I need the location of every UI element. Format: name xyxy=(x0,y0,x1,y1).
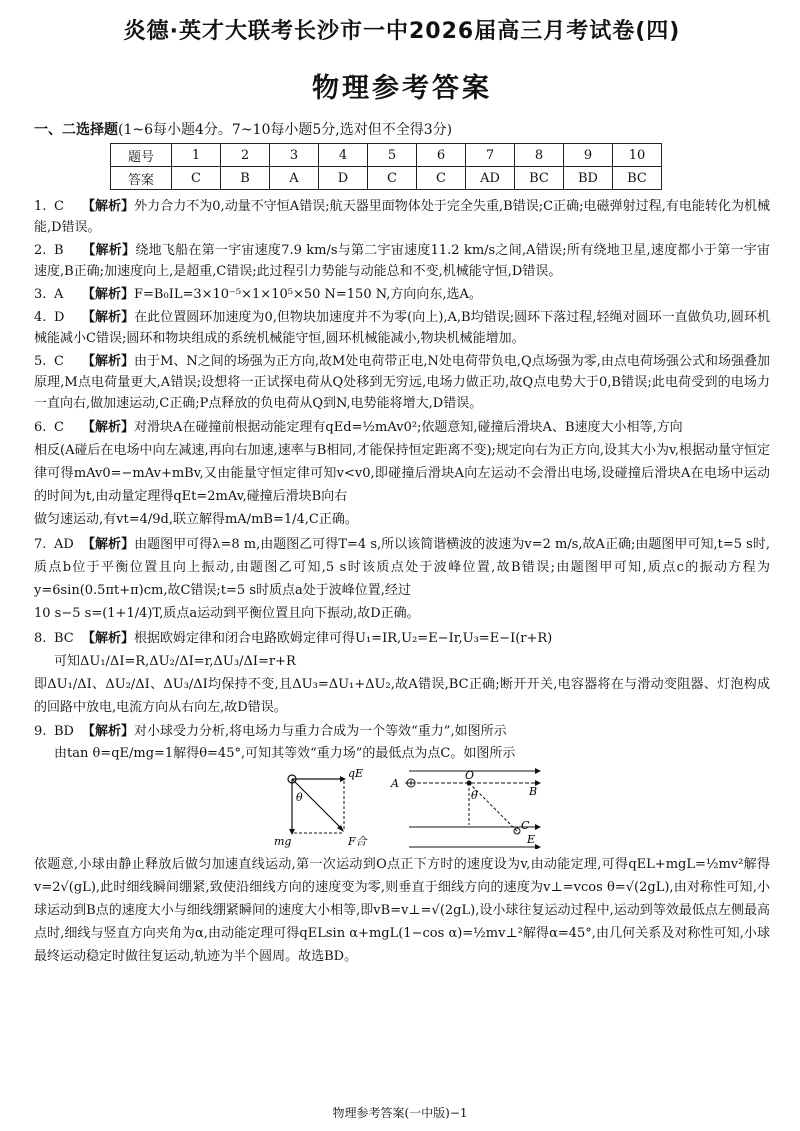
table-cell: A xyxy=(270,167,319,190)
table-cell: C xyxy=(417,167,466,190)
analysis-tag: 【解析】 xyxy=(82,537,135,552)
table-row xyxy=(111,167,662,190)
table-row xyxy=(111,144,662,167)
explanation-text: 根据欧姆定律和闭合电路欧姆定律可得U₁=IR,U₂=E−Ir,U₃=E−I(r+R) xyxy=(134,631,553,646)
answer-item-3 xyxy=(34,284,770,305)
question-number: 8. xyxy=(34,631,47,646)
resultant-arrowhead xyxy=(337,825,344,832)
explanation-text: 外力合力不为0,动量不守恒A错误;航天器里面物体处于完全失重,B错误;C正确;电磁弹射过程,有电能转化为机械能,D错误。 xyxy=(34,199,770,235)
mg-label: mg xyxy=(274,835,292,848)
answer-table xyxy=(110,143,662,190)
explanation-text: F=B₀IL=3×10⁻⁵×1×10⁵×50 N=150 N,方向向东,选A。 xyxy=(134,287,482,302)
table-cell: 4 xyxy=(319,144,368,167)
table-header-cell: 答案 xyxy=(111,167,172,190)
analysis-tag: 【解析】 xyxy=(82,310,135,325)
label-theta: θ xyxy=(471,789,478,802)
table-cell: 3 xyxy=(270,144,319,167)
table-cell: 5 xyxy=(368,144,417,167)
question-number: 2. xyxy=(34,243,47,258)
field-arrowhead xyxy=(535,824,541,830)
table-cell: 2 xyxy=(221,144,270,167)
page xyxy=(34,14,770,970)
answer-item-7 xyxy=(34,533,770,625)
table-cell: C xyxy=(172,167,221,190)
answer-choice: D xyxy=(54,310,65,325)
analysis-tag: 【解析】 xyxy=(82,631,135,646)
qE-label: qE xyxy=(348,767,364,780)
explanation-text: 由tan θ=qE/mg=1解得θ=45°,可知其等效“重力场”的最低点为点C。如图所示 xyxy=(54,746,516,761)
exam-header-title: 炎德·英才大联考长沙市一中2026届高三月考试卷(四) xyxy=(123,19,681,44)
force-diagram xyxy=(274,767,384,849)
explanation-text: 做匀速运动,有vt=4/9d,联立解得mA/mB=1/4,C正确。 xyxy=(34,512,358,527)
table-cell: 6 xyxy=(417,144,466,167)
label-O: O xyxy=(465,769,475,782)
analysis-tag: 【解析】 xyxy=(82,354,135,369)
explanation-text: 可知ΔU₁/ΔI=R,ΔU₂/ΔI=r,ΔU₃/ΔI=r+R xyxy=(54,654,296,669)
label-E: E xyxy=(527,833,536,846)
question-number: 3. xyxy=(34,287,47,302)
answer-choice: BD xyxy=(54,724,74,739)
explanation-text: 对滑块A在碰撞前根据动能定理有qEd=½mAv0²;依题意知,碰撞后滑块A、B速度大小相等,方向 xyxy=(134,420,683,435)
table-cell: BC xyxy=(613,167,662,190)
page-footer: 物理参考答案(一中版)−1 xyxy=(332,1106,468,1120)
explanation-text: 由题图甲可得λ=8 m,由题图乙可得T=4 s,所以该简谐横波的波速为v=2 m/s,故A正确;由题图甲可知,t=5 s时,质点b位于平衡位置且向上振动,由题图乙可知,5 s时该质点处于波峰位置,故B错误;由题图甲可知,质点c的振动方程为y=6sin(0.5πt+π)cm,故C错误;t=5 s时质点a处于波峰位置,经过 xyxy=(34,537,770,598)
table-cell: 1 xyxy=(172,144,221,167)
analysis-tag: 【解析】 xyxy=(82,243,136,258)
explanation-text: 10 s−5 s=(1+1/4)T,质点a运动到平衡位置且向下振动,故D正确。 xyxy=(34,606,420,621)
table-cell: 8 xyxy=(515,144,564,167)
analysis-tag: 【解析】 xyxy=(82,724,135,739)
table-cell: 9 xyxy=(564,144,613,167)
field-arrowhead xyxy=(535,844,541,849)
explanation-text: 对小球受力分析,将电场力与重力合成为一个等效“重力”,如图所示 xyxy=(134,724,507,739)
question-number: 9. xyxy=(34,724,47,739)
table-cell: 7 xyxy=(466,144,515,167)
explanation-text: 相反(A碰后在电场中向左减速,再向右加速,速率与B相同,才能保持恒定距离不变);规定向右为正方向,设其大小为v,根据动量守恒定律可得mAv0=−mAv+mBv,又由能量守恒定律可知v<v0,即碰撞后滑块A向左运动不会滑出电场,设碰撞后滑块A在电场中运动的时间为t,由动量定理得qEt=2mAv,碰撞后滑块B向右 xyxy=(34,443,770,504)
analysis-tag: 【解析】 xyxy=(82,420,135,435)
answer-choice: A xyxy=(54,287,64,302)
answer-choice: BC xyxy=(54,631,74,646)
explanation-text: 依题意,小球由静止释放后做匀加速直线运动,第一次运动到O点正下方时的速度设为v,由动能定理,可得qEL+mgL=½mv²解得v=2√(gL),此时细线瞬间绷紧,致使沿细线方向的速度变为零,则垂直于细线方向的速度为v⊥=vcos θ=√(2gL),由对称性可知,小球运动到B点的速度大小与细线绷紧瞬间的速度大小相等,即vB=v⊥=√(2gL),设小球往复运动过程中,运动到等效最低点左侧最高点时,细线与竖直方向夹角为α,由动能定理可得qELsin α+mgL(1−cos α)=½mv⊥²解得α=45°,由几何关系及对称性可知,小球最终运动稳定时做往复运动,轨迹为半个圆周。故选BD。 xyxy=(34,857,770,964)
answer-item-8 xyxy=(34,627,770,719)
resultant-label: F合 xyxy=(348,835,367,848)
theta-label: θ xyxy=(296,791,303,804)
answer-item-4 xyxy=(34,307,770,349)
document-title: 物理参考答案 xyxy=(312,73,492,104)
answer-choice: B xyxy=(54,243,64,258)
section-note: (1~6每小题4分。7~10每小题5分,选对但不全得3分) xyxy=(118,122,453,138)
label-A: A xyxy=(391,777,399,790)
answer-item-6 xyxy=(34,416,770,531)
question-number: 1. xyxy=(34,199,47,214)
table-cell: C xyxy=(368,167,417,190)
answer-choice: C xyxy=(54,199,64,214)
section-heading xyxy=(34,119,770,139)
answer-choice: C xyxy=(54,354,64,369)
answer-item-5 xyxy=(34,351,770,414)
explanation-text: 在此位置圆环加速度为0,但物块加速度并不为零(向上),A,B均错误;圆环下落过程,轻绳对圆环一直做负功,圆环机械能减小C错误;圆环和物块组成的系统机械能守恒,圆环机械能减小,物块机械能增加。 xyxy=(34,310,770,346)
explanation-text: 由于M、N之间的场强为正方向,故M处电荷带正电,N处电荷带负电,Q点场强为零,由点电荷场强公式和场强叠加原理,M点电荷量更大,A错误;设想将一正试探电荷从Q处移到无穷远,电场力做正功,故Q点电势大于0,B错误;此电荷受到的电场力一直向右,做加速运动,C正确;P点释放的负电荷从Q到N,电势能将增大,D错误。 xyxy=(34,354,770,411)
analysis-tag: 【解析】 xyxy=(82,199,135,214)
label-C: C xyxy=(521,819,530,832)
explanation-text: 绕地飞船在第一宇宙速度7.9 km/s与第二宇宙速度11.2 km/s之间,A错误;所有绕地卫星,速度都小于第一宇宙速度,B正确;加速度向上,是超重,C错误;此过程引力势能与动能总和不变,机械能守恒,D错误。 xyxy=(34,243,770,279)
question-number: 5. xyxy=(34,354,47,369)
question-number: 4. xyxy=(34,310,47,325)
qE-arrowhead xyxy=(340,776,346,782)
table-cell: D xyxy=(319,167,368,190)
answer-item-2 xyxy=(34,240,770,282)
table-cell: AD xyxy=(466,167,515,190)
label-B: B xyxy=(529,785,538,798)
table-cell: B xyxy=(221,167,270,190)
section-title: 一、二选择题 xyxy=(34,122,118,138)
answer-choice: AD xyxy=(54,537,74,552)
field-arrowhead xyxy=(535,768,541,774)
field-diagram xyxy=(389,767,549,849)
question-number: 7. xyxy=(34,537,47,552)
question-number: 6. xyxy=(34,420,47,435)
table-cell: 10 xyxy=(613,144,662,167)
answer-choice: C xyxy=(54,420,64,435)
explanation-text: 即ΔU₁/ΔI、ΔU₂/ΔI、ΔU₃/ΔI均保持不变,且ΔU₃=ΔU₁+ΔU₂,故A错误,BC正确;断开开关,电容器将在与滑动变阻器、灯泡构成的回路中放电,电流方向从右向左,故D错误。 xyxy=(34,677,770,715)
answer-item-1 xyxy=(34,196,770,238)
resultant-arrow xyxy=(292,779,342,829)
table-header-cell: 题号 xyxy=(111,144,172,167)
table-cell: BC xyxy=(515,167,564,190)
figure-row xyxy=(34,767,770,849)
analysis-tag: 【解析】 xyxy=(82,287,135,302)
answer-item-9-continued xyxy=(34,853,770,968)
table-cell: BD xyxy=(564,167,613,190)
answer-item-9 xyxy=(34,721,770,765)
